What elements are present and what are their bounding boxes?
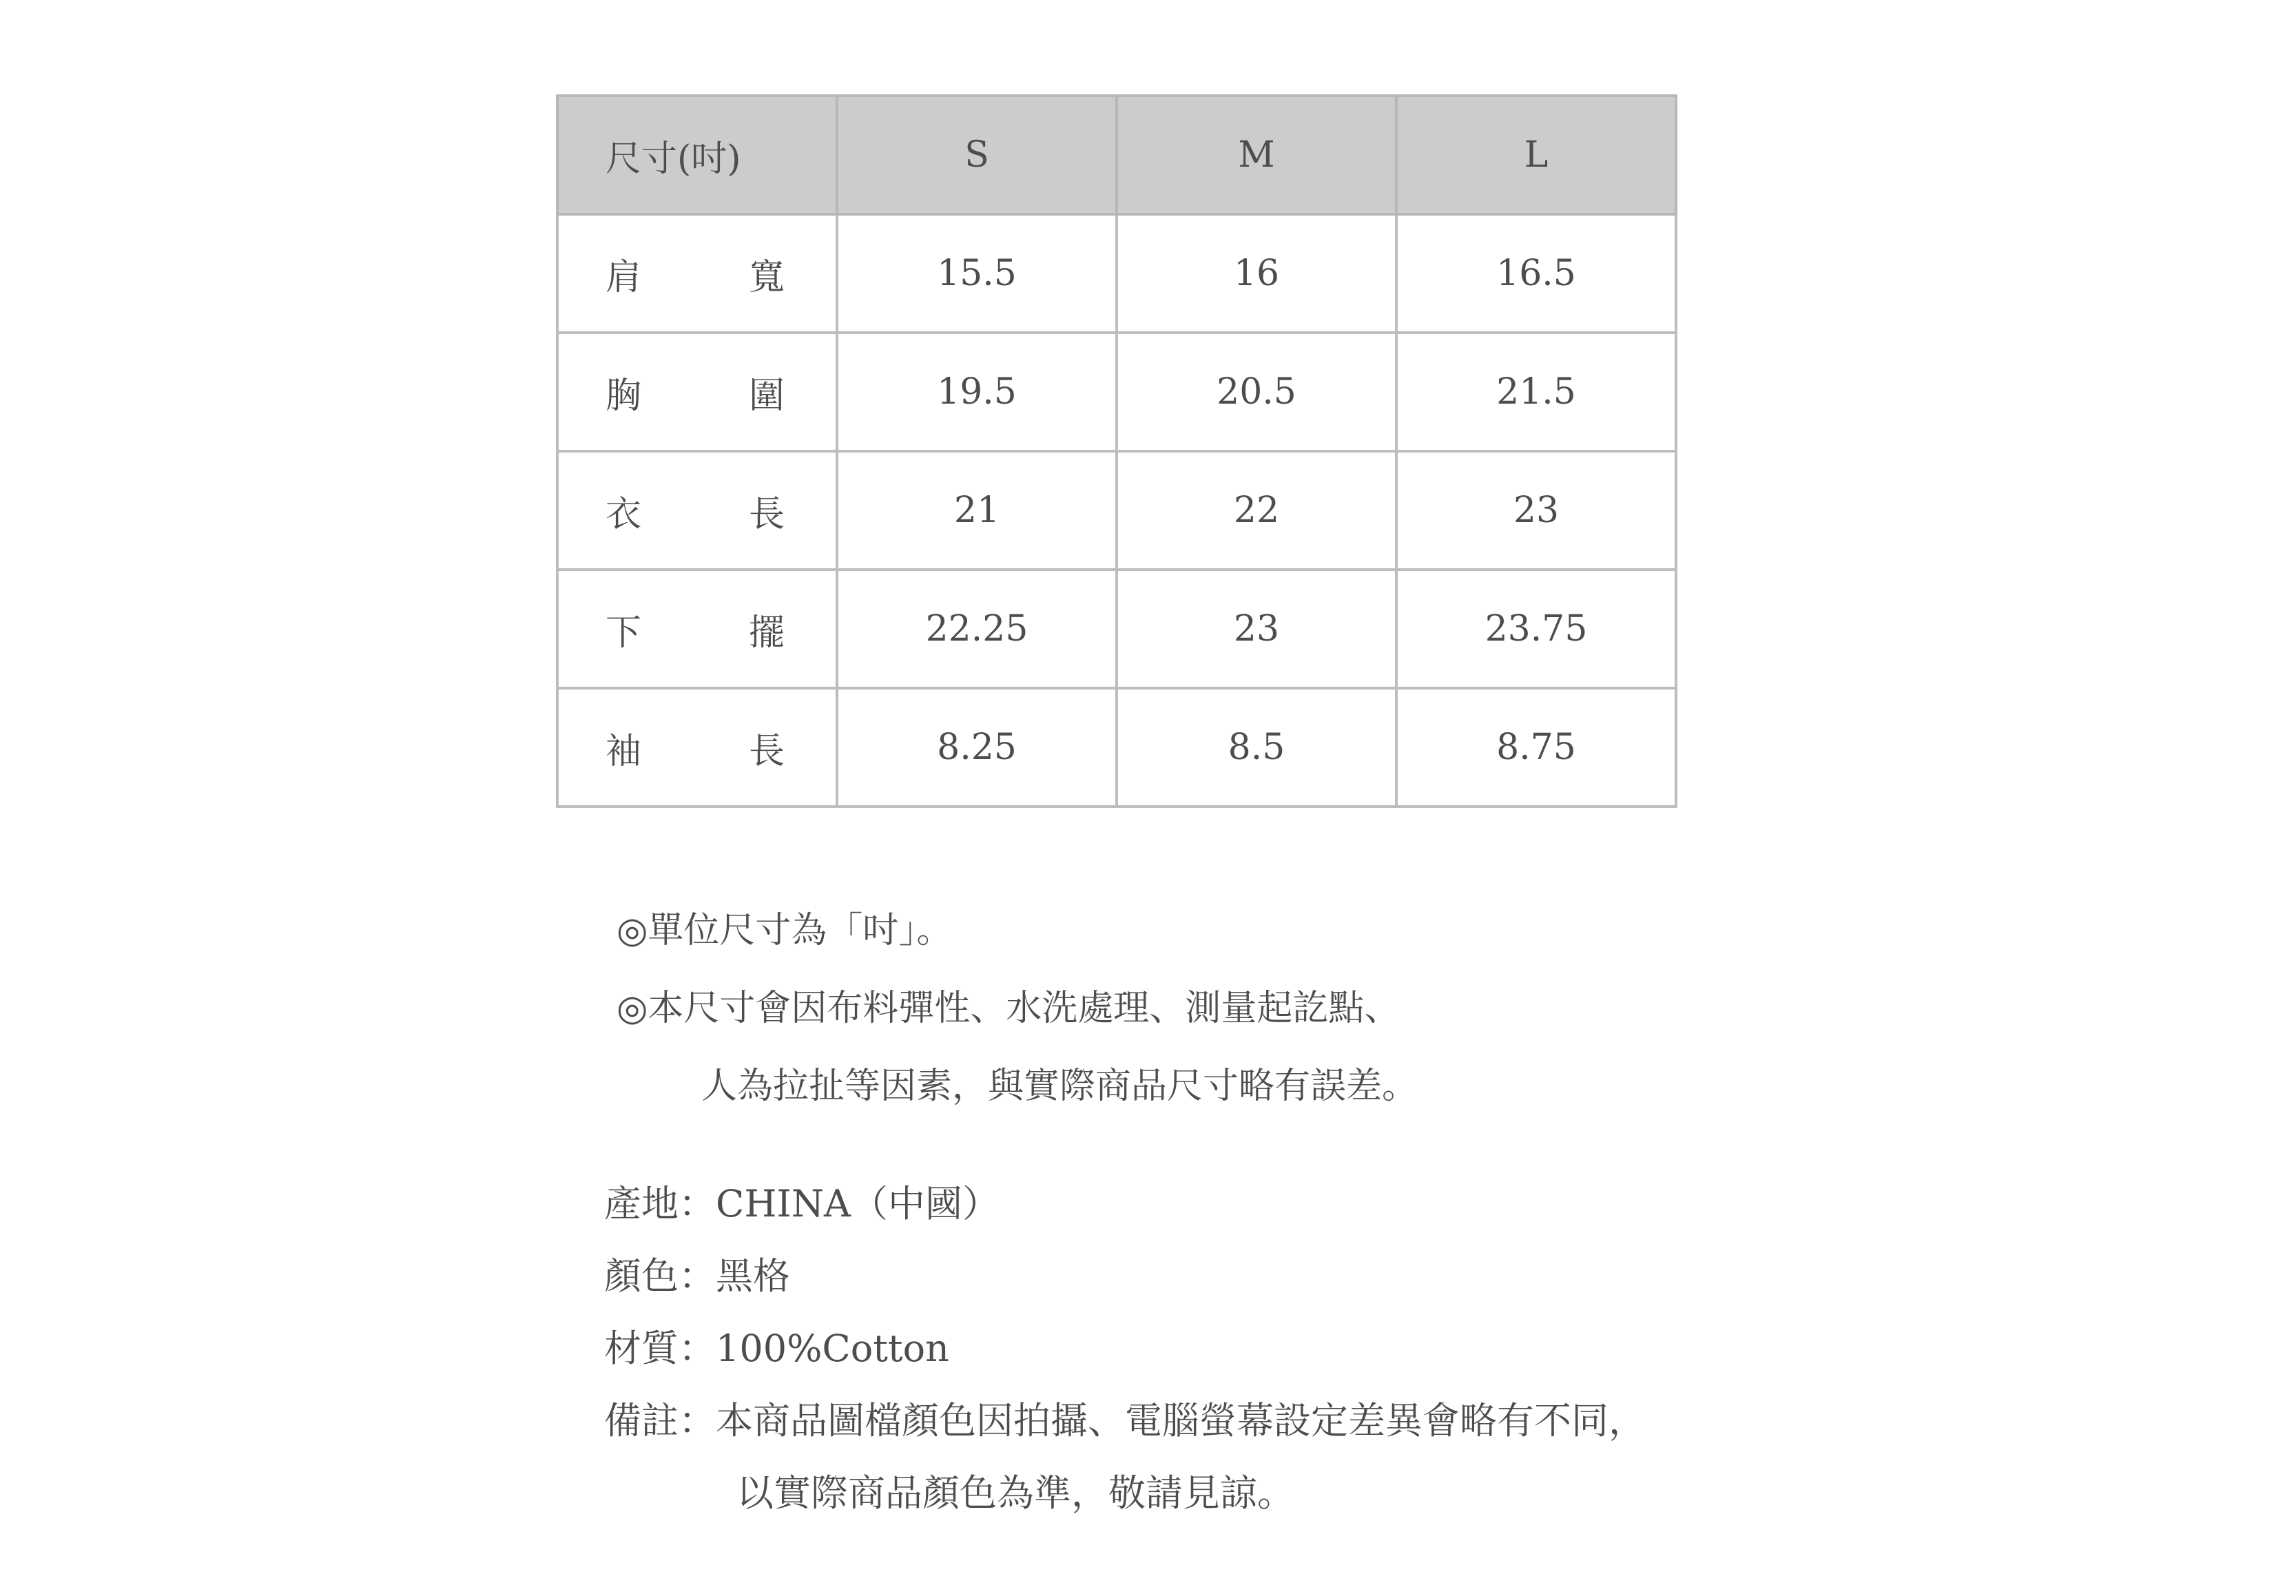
table-row-chest — [557, 333, 1676, 451]
remark-label: 備註： — [604, 1399, 716, 1442]
header-size-m: M — [1117, 96, 1396, 214]
remark-value: 本商品圖檔顏色因拍攝、電腦螢幕設定差異會略有不同， — [716, 1399, 1646, 1442]
label-char: 肩 — [606, 256, 642, 298]
label-char: 擺 — [748, 612, 785, 654]
note-unit: ◎單位尺寸為「吋」。 — [617, 910, 953, 951]
cell-m: 20.5 — [1117, 333, 1396, 451]
cell-m: 8.5 — [1117, 688, 1396, 807]
material-row — [604, 1312, 1646, 1385]
cell-l: 21.5 — [1396, 333, 1676, 451]
material-value: 100%Cotton — [716, 1327, 949, 1370]
cell-l: 8.75 — [1396, 688, 1676, 807]
header-size-s: S — [837, 96, 1117, 214]
header-size-l: L — [1396, 96, 1676, 214]
cell-s: 15.5 — [837, 214, 1117, 333]
row-label — [557, 688, 837, 807]
label-char: 長 — [748, 730, 785, 772]
table-row-shoulder — [557, 214, 1676, 333]
origin-row — [604, 1168, 1646, 1240]
row-label — [557, 570, 837, 688]
cell-m: 16 — [1117, 214, 1396, 333]
cell-l: 16.5 — [1396, 214, 1676, 333]
cell-l: 23.75 — [1396, 570, 1676, 688]
header-size-unit: 尺寸(吋) — [557, 96, 837, 214]
origin-label: 產地： — [604, 1182, 716, 1225]
cell-s: 21 — [837, 451, 1117, 570]
table-row-hem — [557, 570, 1676, 688]
label-char: 圍 — [748, 375, 785, 417]
cell-s: 8.25 — [837, 688, 1117, 807]
row-label — [557, 451, 837, 570]
cell-m: 23 — [1117, 570, 1396, 688]
label-char: 袖 — [606, 730, 642, 772]
cell-s: 19.5 — [837, 333, 1117, 451]
label-char: 長 — [748, 493, 785, 535]
product-info — [604, 1168, 1646, 1529]
color-value: 黑格 — [716, 1254, 790, 1298]
color-row — [604, 1240, 1646, 1312]
table-row-sleeve — [557, 688, 1676, 807]
table-row-length — [557, 451, 1676, 570]
size-chart-table — [556, 94, 1677, 808]
label-char: 胸 — [606, 375, 642, 417]
label-char: 下 — [606, 612, 642, 654]
note-tolerance-cont: 人為拉扯等因素，與實際商品尺寸略有誤差。 — [701, 1066, 1418, 1107]
cell-m: 22 — [1117, 451, 1396, 570]
cell-s: 22.25 — [837, 570, 1117, 688]
color-label: 顏色： — [604, 1254, 716, 1298]
remark-continuation: 以實際商品顏色為準，敬請見諒。 — [736, 1471, 1294, 1515]
label-char: 衣 — [606, 493, 642, 535]
row-label — [557, 333, 837, 451]
cell-l: 23 — [1396, 451, 1676, 570]
size-notes — [617, 892, 1418, 1126]
row-label — [557, 214, 837, 333]
material-label: 材質： — [604, 1327, 716, 1370]
label-char: 寬 — [748, 256, 785, 298]
remark-row — [604, 1385, 1646, 1457]
note-tolerance: ◎本尺寸會因布料彈性、水洗處理、測量起訖點、 — [617, 988, 1400, 1029]
size-table-header-row — [557, 96, 1676, 214]
origin-value: CHINA（中國） — [716, 1182, 1000, 1225]
